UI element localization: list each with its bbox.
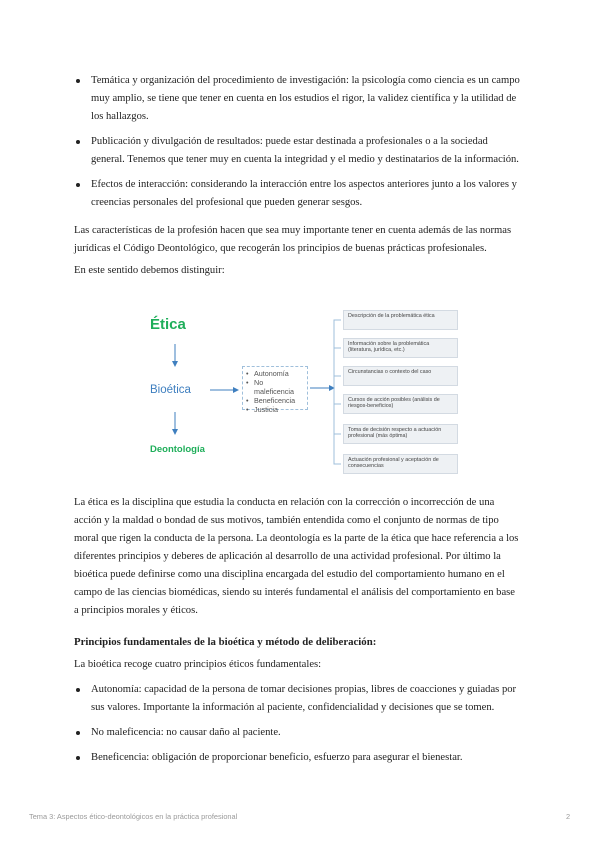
principle-item: • No maleficencia [246,378,304,396]
steps-bracket [334,320,338,464]
paragraph-four-principles: La bioética recoge cuatro principios éticos fundamentales: [74,659,322,670]
page-number: 2 [566,812,571,821]
list-item: Autonomía: capacidad de la persona de tomar decisiones propias, libres de coacciones y guiadas por sus valores. Importante la información al paciente, confidencialidad y decisiones que se tomen. [74,681,520,717]
principles-bullet-list [74,681,520,774]
list-item: Beneficencia: obligación de proporcionar beneficio, esfuerzo para asegurar el bienestar. [74,749,520,767]
principles-box [242,366,308,414]
diagram-deontologia-label: Deontología [150,444,205,455]
principle-item: • Beneficencia [246,396,304,405]
top-bullet-list [74,72,520,219]
principle-item: • Autonomía [246,369,304,378]
deliberation-step: Cursos de acción posibles (análisis de riesgos-beneficios) [343,394,458,414]
section-heading: Principios fundamentales de la bioética y método de deliberación: [74,636,377,648]
paragraph-characteristics: Las características de la profesión hacen que sea muy importante tener en cuenta además de las normas jurídicas el Código Deontológico, que recogerán los principios de buenas prácticas profesionales. [74,225,512,254]
list-item: Efectos de interacción: considerando la interacción entre los aspectos anteriores junto a los valores y creencias personales del profesional que pueden generar sesgos. [74,176,520,212]
principle-item: • Justicia [246,405,304,414]
deliberation-step: Circunstancias o contexto del caso [343,366,458,386]
footer-title: Tema 3: Aspectos ético-deontológicos en la práctica profesional [29,812,238,821]
ethics-diagram [140,304,470,480]
deliberation-step: Toma de decisión respecto a actuación profesional (más óptima) [343,424,458,444]
list-item: No maleficencia: no causar daño al paciente. [74,724,520,742]
list-item: Publicación y divulgación de resultados: puede estar destinada a profesionales o a la sociedad general. Tenemos que tener muy en cuenta la integridad y el medio y destinatarios de la información. [74,133,520,169]
deliberation-step: Actuación profesional y aceptación de consecuencias [343,454,458,474]
list-item: Temática y organización del procedimiento de investigación: la psicología como ciencia es un campo muy amplio, se tiene que tener en cuenta en los estudios el rigor, la validez científica y la utilidad de los hallazgos. [74,72,520,126]
deliberation-step: Descripción de la problemática ética [343,310,458,330]
diagram-etica-label: Ética [150,316,186,333]
deliberation-step: Información sobre la problemática (literatura, jurídica, etc.) [343,338,458,358]
paragraph-distinguish: En este sentido debemos distinguir: [74,265,225,276]
diagram-bioetica-label: Bioética [150,384,191,396]
paragraph-definitions: La ética es la disciplina que estudia la conducta en relación con la corrección o incorrección de una acción y la maldad o bondad de sus motivos, también entendida como el conjunto de normas de tipo moral que rigen la conducta de la persona. La deontología es la parte de la ética que hace referencia a los diferentes principios y deberes de aplicación al desarrollo de una actividad profesional. Por último la bioética puede definirse como una disciplina encargada del estudio del comportamiento humano en el campo de las ciencias biomédicas, siendo su interés fundamental el análisis del comportamiento en base a principios morales y éticos. [74,497,519,616]
